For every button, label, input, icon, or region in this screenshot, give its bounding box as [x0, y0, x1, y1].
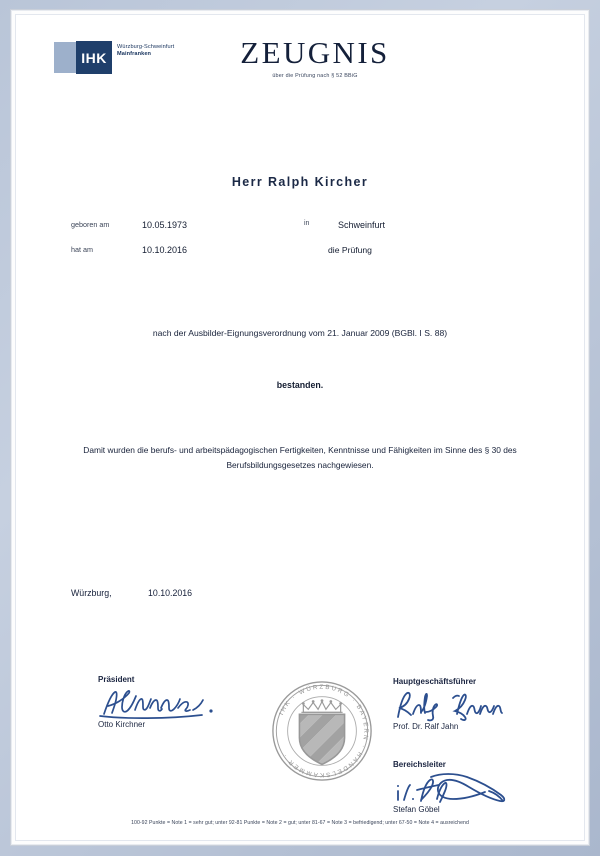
- signature-ralf-jahn-icon: [393, 688, 505, 722]
- document-title: ZEUGNIS: [240, 35, 390, 70]
- signature-name-president: Otto Kirchner: [98, 720, 146, 729]
- ihk-region-line1: Würzburg-Schweinfurt: [117, 44, 175, 50]
- svg-text:IHK · WÜRZBURG · BAYERN · HAND: IHK · WÜRZBURG · BAYERN · HANDELSKAMMER ·: [278, 683, 370, 779]
- signature-role-hauptgeschaeftsfuehrer: Hauptgeschäftsführer: [393, 677, 477, 686]
- exam-label: hat am: [71, 245, 93, 254]
- statement-line-1: Damit wurden die berufs- und arbeitspädagogischen Fertigkeiten, Kenntnisse und Fähigkeiten im Sinne: [83, 445, 467, 455]
- ihk-logo-mark: IHK: [76, 41, 112, 74]
- issue-date: 10.10.2016: [148, 588, 193, 598]
- exam-object-label: die Prüfung: [328, 245, 372, 255]
- signature-role-president: Präsident: [98, 675, 135, 684]
- signature-block-hauptgeschaeftsfuehrer: [393, 677, 505, 731]
- certificate-header: [16, 35, 584, 97]
- signature-otto-kirchner-icon: [98, 686, 226, 720]
- competency-statement: [74, 443, 526, 472]
- signature-stefan-goebel-icon: [393, 771, 515, 805]
- certificate-page-inner: [15, 14, 585, 841]
- document-subtitle: über die Prüfung nach § 52 BBiG: [272, 73, 358, 79]
- grading-scale-note: 100-92 Punkte = Note 1 = sehr gut; unter 92-81 Punkte = Note 2 = gut; unter 81-67 = Note 3 = befriedigend; unter 67-50 = Note 4 = ausreichend: [131, 820, 469, 826]
- birth-place-value: Schweinfurt: [338, 220, 386, 230]
- statement-line-2: des § 30 des Berufsbildungsgesetzes nachgewiesen.: [226, 445, 517, 470]
- bavarian-coat-of-arms-seal: [268, 677, 376, 785]
- born-label: geboren am: [71, 220, 110, 229]
- signature-block-president: [98, 675, 226, 729]
- issue-place: Würzburg,: [71, 588, 112, 598]
- issue-place-date: [71, 588, 192, 598]
- exam-date-value: 10.10.2016: [142, 245, 188, 255]
- signature-name-hauptgeschaeftsfuehrer: Prof. Dr. Ralf Jahn: [393, 722, 459, 731]
- birth-date-value: 10.05.1973: [142, 220, 188, 230]
- signature-role-bereichsleiter: Bereichsleiter: [393, 760, 446, 769]
- regulation-text: nach der Ausbilder-Eignungsverordnung vom 21. Januar 2009 (BGBl. I S. 88): [152, 328, 448, 338]
- recipient-name: Herr Ralph Kircher: [231, 175, 369, 189]
- ihk-region-line2: Mainfranken: [117, 50, 152, 57]
- signature-name-bereichsleiter: Stefan Göbel: [393, 805, 440, 814]
- title-area: [16, 35, 584, 79]
- signature-block-bereichsleiter: [393, 760, 515, 814]
- in-label: in: [304, 220, 310, 227]
- certificate-page: [10, 9, 590, 846]
- exam-result: bestanden.: [276, 380, 324, 390]
